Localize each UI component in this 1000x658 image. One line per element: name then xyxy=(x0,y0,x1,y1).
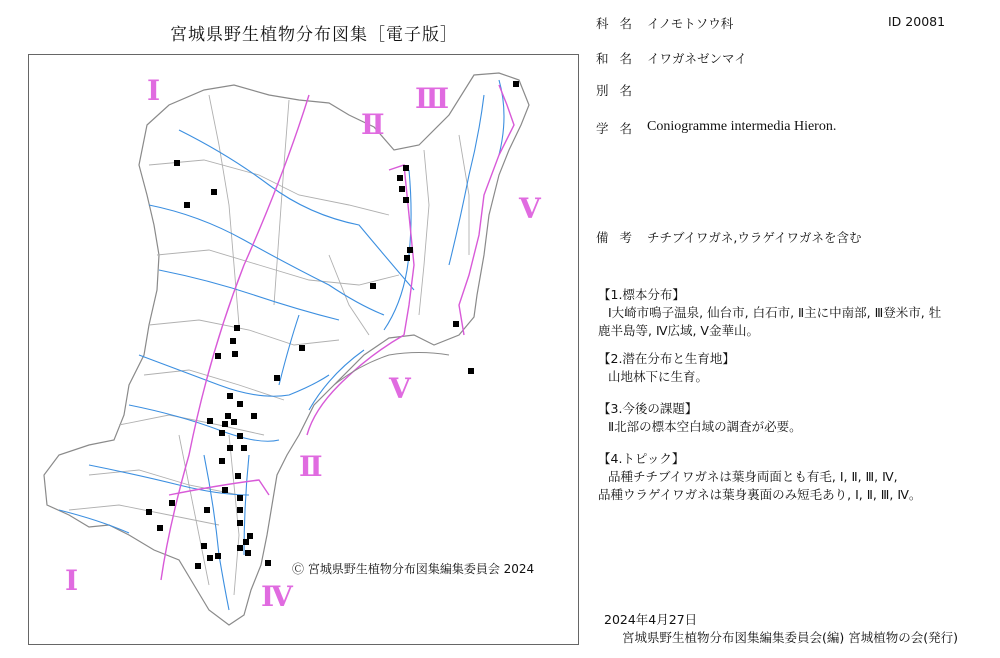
map-copyright: Ⓒ 宮城県野生植物分布図集編集委員会 2024 xyxy=(292,562,535,576)
region-label-I-north: Ⅰ xyxy=(147,74,161,107)
section-heading: 【1.標本分布】 xyxy=(598,287,685,302)
japanese-name-label: 和名 xyxy=(596,51,644,66)
specimen-marker xyxy=(174,160,180,166)
specimen-marker xyxy=(211,189,217,195)
section-text: Ⅰ大崎市鳴子温泉, 仙台市, 白石市, Ⅱ主に中南部, Ⅲ登米市, 牡 xyxy=(608,305,942,320)
specimen-marker xyxy=(207,418,213,424)
specimen-marker xyxy=(219,458,225,464)
specimen-marker xyxy=(237,401,243,407)
specimen-marker xyxy=(204,507,210,513)
section-text: Ⅱ北部の標本空白域の調査が必要。 xyxy=(608,419,802,434)
map-canvas xyxy=(29,55,578,644)
scientific-name-value: Coniogramme intermedia Hieron. xyxy=(647,119,837,134)
specimen-marker xyxy=(225,413,231,419)
specimen-marker xyxy=(227,445,233,451)
specimen-marker xyxy=(231,419,237,425)
specimen-marker xyxy=(169,500,175,506)
specimen-marker xyxy=(222,487,228,493)
section-text: 品種ウラゲイワガネは葉身裏面のみ短毛あり, Ⅰ, Ⅱ, Ⅲ, Ⅳ。 xyxy=(598,487,922,502)
notes-label: 備考 xyxy=(596,230,644,245)
region-label-III: Ⅲ xyxy=(415,82,450,115)
specimen-marker xyxy=(265,560,271,566)
specimen-marker xyxy=(237,495,243,501)
region-label-II-north: Ⅱ xyxy=(361,108,385,141)
section-potential-distribution xyxy=(598,350,735,386)
specimen-marker xyxy=(243,539,249,545)
specimen-marker xyxy=(468,368,474,374)
specimen-marker xyxy=(407,247,413,253)
specimen-marker xyxy=(232,351,238,357)
specimen-marker xyxy=(404,255,410,261)
notes-value: チチブイワガネ,ウラゲイワガネを含む xyxy=(647,230,862,245)
region-label-I-south: Ⅰ xyxy=(65,564,79,597)
specimen-marker xyxy=(215,553,221,559)
specimen-marker xyxy=(241,445,247,451)
section-specimen-distribution xyxy=(598,286,941,340)
specimen-marker xyxy=(219,430,225,436)
specimen-marker xyxy=(245,550,251,556)
specimen-marker xyxy=(237,520,243,526)
specimen-marker xyxy=(513,81,519,87)
specimen-marker xyxy=(453,321,459,327)
region-label-V-northeast: Ⅴ xyxy=(519,192,541,225)
record-id: ID 20081 xyxy=(888,14,946,29)
specimen-marker xyxy=(235,473,241,479)
specimen-marker xyxy=(397,175,403,181)
region-label-IV: Ⅳ xyxy=(261,580,293,613)
specimen-marker xyxy=(403,165,409,171)
specimen-marker xyxy=(403,197,409,203)
section-future-issues xyxy=(598,400,802,436)
family-value: イノモトソウ科 xyxy=(647,16,734,31)
specimen-marker xyxy=(207,555,213,561)
alias-label: 別名 xyxy=(596,83,644,98)
distribution-map xyxy=(28,54,579,645)
specimen-marker xyxy=(399,186,405,192)
specimen-marker xyxy=(251,413,257,419)
section-text: 山地林下に生育。 xyxy=(608,369,709,384)
family-label: 科名 xyxy=(596,16,644,31)
specimen-marker xyxy=(299,345,305,351)
specimen-marker xyxy=(157,525,163,531)
section-heading: 【3.今後の課題】 xyxy=(598,401,698,416)
specimen-marker xyxy=(222,421,228,427)
specimen-marker xyxy=(237,507,243,513)
publisher: 宮城県野生植物分布図集編集委員会(編) 宮城植物の会(発行) xyxy=(622,630,958,645)
specimen-marker xyxy=(146,509,152,515)
section-topics xyxy=(598,450,921,504)
specimen-marker xyxy=(247,533,253,539)
specimen-marker xyxy=(195,563,201,569)
japanese-name-value: イワガネゼンマイ xyxy=(647,51,747,66)
prefecture-outline xyxy=(44,73,529,625)
specimen-marker xyxy=(230,338,236,344)
section-heading: 【2.潜在分布と生育地】 xyxy=(598,351,735,366)
specimen-marker xyxy=(201,543,207,549)
specimen-marker xyxy=(234,325,240,331)
specimen-marker xyxy=(370,283,376,289)
publication-date: 2024年4月27日 xyxy=(604,612,698,627)
scientific-name-label: 学名 xyxy=(596,121,644,136)
specimen-marker xyxy=(237,545,243,551)
region-label-II-south: Ⅱ xyxy=(299,450,323,483)
specimen-marker xyxy=(237,433,243,439)
specimen-marker xyxy=(215,353,221,359)
specimen-marker xyxy=(227,393,233,399)
section-text: 品種チチブイワガネは葉身両面とも有毛, Ⅰ, Ⅱ, Ⅲ, Ⅳ, xyxy=(608,469,898,484)
section-heading: 【4.トピック】 xyxy=(598,451,685,466)
specimen-marker xyxy=(274,375,280,381)
map-title: 宮城県野生植物分布図集［電子版］ xyxy=(170,25,458,45)
region-label-V-south: Ⅴ xyxy=(389,372,411,405)
section-text: 鹿半島等, Ⅳ広域, Ⅴ金華山。 xyxy=(598,323,759,338)
specimen-marker xyxy=(184,202,190,208)
